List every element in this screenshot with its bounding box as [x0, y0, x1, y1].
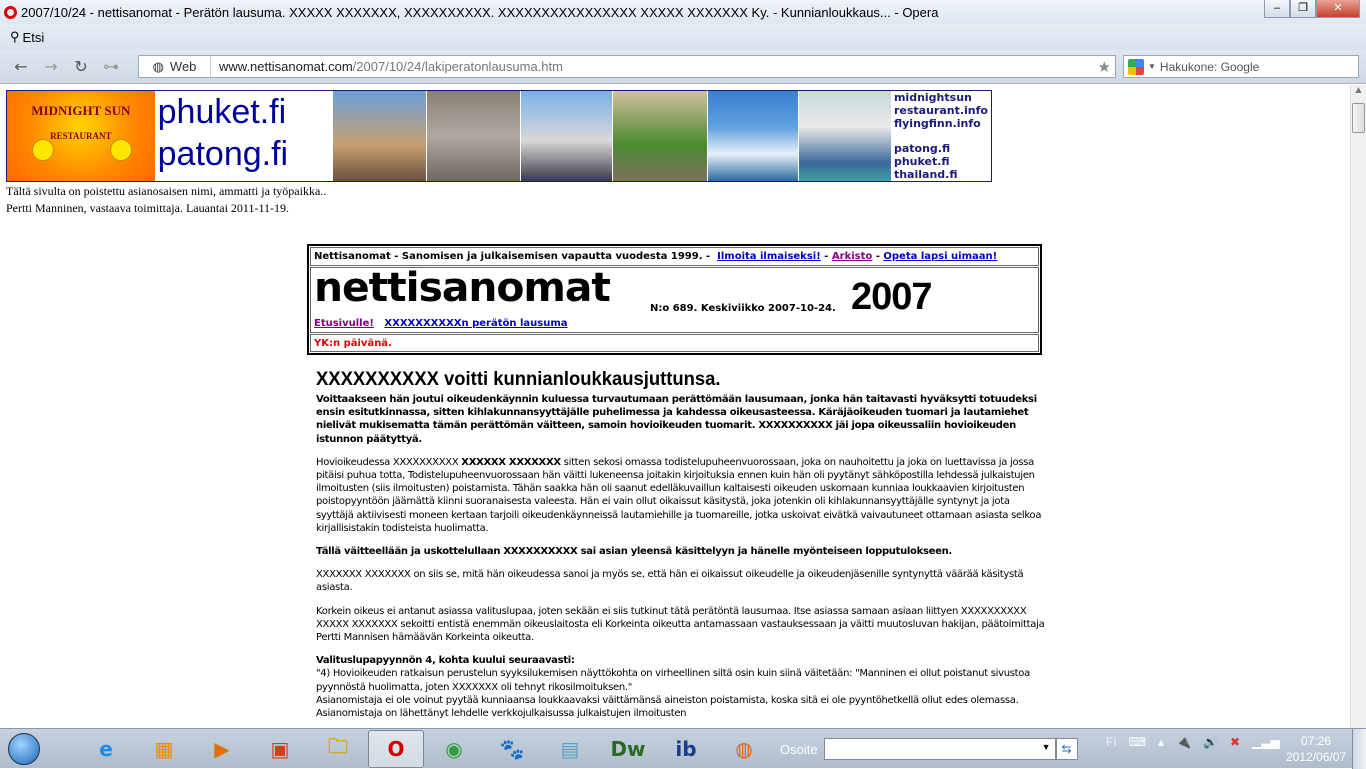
search-engine-input[interactable] [1123, 55, 1359, 78]
show-hidden-icons-icon[interactable]: ▴ [1158, 735, 1165, 749]
minimize-button[interactable]: – [1264, 0, 1290, 18]
masthead: nettisanomat [314, 265, 610, 311]
globe-icon: ◍ [152, 58, 164, 74]
banner-domains [155, 91, 332, 181]
midnight-sun-logo [7, 91, 155, 181]
taskbar-app-gimp[interactable] [484, 730, 540, 768]
taskbar-app-explorer[interactable] [310, 730, 366, 768]
banner-link[interactable]: flyingfinn.info [893, 116, 981, 130]
dropdown-icon[interactable]: ▼ [1041, 742, 1051, 752]
search-icon: ⚲ [10, 29, 20, 44]
article-paragraph: Asianomistaja ei ole voinut pyytää kunniaansa loukkaavaksi väittämänsä aineiston poistamista, koska sitä ei ole pyyntöhetkellä ollut edes olemassa. Asianomistaja on lähettänyt lehdelle verkkojulkaisussa julkaistujen ilmoitusten [316, 694, 1019, 720]
key-icon[interactable]: ⊶ [103, 57, 119, 76]
bold-text: XXXXXX XXXXXXX [461, 456, 561, 468]
link-free-ad[interactable]: Ilmoita ilmaiseksi! [717, 251, 821, 262]
sun-icon [32, 139, 54, 161]
domain-phuket: phuket.fi [157, 93, 287, 131]
gimp-icon: 🐾 [499, 736, 525, 761]
page-content [0, 85, 1350, 728]
banner-link-list [891, 91, 991, 181]
signal-bars-icon[interactable]: ▁▃▅ [1252, 735, 1280, 749]
article-paragraph: Tällä väitteellään ja uskottelullaan XXXXXXXXXX sai asian yleensä käsittelyyn ja hänelle myönteiseen lopputulokseen. [316, 546, 952, 558]
newspaper-header [307, 244, 1042, 355]
tagline: Nettisanomat - Sanomisen ja julkaisemisen vapautta vuodesta 1999. - [314, 251, 711, 262]
address-bar[interactable] [138, 55, 1116, 78]
notice-line: Pertti Manninen, vastaava toimittaja. Lauantai 2011-11-19. [6, 201, 290, 215]
clock-time: 07:26 [1301, 734, 1332, 748]
media-player-icon: ▶ [214, 736, 230, 761]
domain-patong: patong.fi [157, 135, 289, 173]
keyboard-icon[interactable]: ⌨ [1128, 735, 1146, 749]
url-path: /2007/10/24/lakiperatonlausuma.htm [352, 59, 563, 74]
power-plug-icon[interactable]: 🔌 [1176, 735, 1191, 749]
article-title: XXXXXXXXXX voitti kunnianloukkausjuttunsa. [316, 369, 721, 390]
link-article[interactable]: XXXXXXXXXXn perätön lausuma [384, 318, 568, 329]
taskbar [0, 728, 1366, 768]
windows-logo-icon [8, 733, 40, 765]
article-paragraph: Korkein oikeus ei antanut asiassa valituslupaa, joten sekään ei siis tutkinut tätä perätöntä lausumaa. Itse asiassa samaan asiaan liittyen XXXXXXXXXX XXXXX XXXXXXX sekoitti entistä enemmän oikeuslaitosta eli Korkeinta oikeutta antamassaan vastauksessaan ja väitti muutosluvan hakijan, päätoimittaja Pertti Mannisen hämäävän Korkeinta oikeutta. [316, 605, 1045, 644]
photo-restaurant-sign [332, 91, 427, 181]
taskbar-app-ib[interactable] [658, 730, 714, 768]
find-button[interactable]: Etsi [22, 29, 45, 45]
taskbar-app-ie[interactable] [78, 730, 134, 768]
opera-logo-icon [4, 6, 17, 19]
address-label: Osoite [780, 741, 818, 757]
banner-link[interactable]: phuket.fi [893, 154, 950, 168]
taskbar-app-grid-app[interactable] [136, 730, 192, 768]
separator: - [824, 251, 829, 262]
banner-link[interactable]: patong.fi [893, 142, 951, 156]
masthead-row [310, 267, 1039, 333]
red-notice: YK:n päivänä. [310, 334, 1039, 352]
article-subheading: Valituslupapyynnön 4, kohta kuului seuraavasti: [316, 655, 575, 667]
link-archive[interactable]: Arkisto [831, 251, 873, 262]
article [316, 369, 1046, 720]
article-paragraph [316, 456, 1046, 535]
article-paragraph: XXXXXXX XXXXXXX on siis se, mitä hän oikeudessa sanoi ja myös se, että hän ei oikaissut oikeudelle ja oikeudenjäsenille syntynyttä väärää käsitystä asiasta. [316, 569, 1024, 594]
link-home[interactable]: Etusivulle! [314, 318, 374, 329]
link-teach-swim[interactable]: Opeta lapsi uimaan! [883, 251, 998, 262]
bookmark-star-icon[interactable]: ★ [1097, 58, 1111, 76]
clock-date: 2012/06/07 [1286, 750, 1347, 764]
taskbar-app-opera[interactable] [368, 730, 424, 768]
ie-icon: e [99, 736, 113, 761]
language-indicator[interactable]: FI [1106, 735, 1117, 749]
ad-banner[interactable] [6, 90, 992, 182]
url-text[interactable] [211, 59, 563, 74]
find-bar [0, 24, 1366, 50]
notice-line: Tältä sivulta on poistettu asianosaisen nimi, ammatti ja työpaikka.. [6, 184, 327, 198]
text: Hovioikeudessa XXXXXXXXXX [316, 456, 462, 468]
go-icon[interactable]: ⇆ [1056, 738, 1078, 760]
logo-title: MIDNIGHT SUN [31, 103, 131, 118]
banner-link[interactable]: midnightsun [893, 91, 972, 104]
separator: - [875, 251, 880, 262]
taskbar-app-firefox[interactable] [716, 730, 772, 768]
system-tray [1106, 735, 1280, 749]
address-input[interactable] [824, 738, 1056, 760]
opera-icon: O [387, 736, 405, 761]
grid-app-icon: ▦ [154, 736, 174, 761]
dreamweaver-icon: Dw [610, 736, 646, 761]
reload-icon[interactable]: ↻ [74, 57, 88, 76]
taskbar-app-dreamweaver[interactable] [600, 730, 656, 768]
banner-link[interactable]: thailand.fi [893, 167, 958, 181]
photo-hotel [798, 91, 891, 181]
logo-sub: RESTAURANT [50, 131, 112, 141]
volume-icon[interactable]: 🔊 [1202, 735, 1218, 749]
text: sitten sekosi omassa todistelupuheenvuorossaan, joka on nauhoitettu ja joka on luettavissa ja jossa pitäisi puhua totta, Todistelupuheenvuorossaan hän väitti lukeneensa joitakin kirjoituksia ennen kuin hän oli pyytänyt sähköpostilla lehdessä julkaistujen ilmoitusten (siis ilmoitusten) poistamista. Tähän saakka hän oli saanut edelläkuvaillun kaltaisesti oikeuden uskomaan kunniaa loukkaavien kirjoitusten poistopyyntöön jäämättä kiinni suoranaisesta valeesta. Hän ei vain ollut oikaissut käsitystä, joka jotenkin oli kihlakunnansyyttäjälle syntynyt ja jota syyttäjä aktiivisesti moneen kertaan tarjoili oikeudenkäynneissä lautamiehille ja tuomareille, jotka uskoivat eivätkä vaivautuneet ottamaan asiasta selkoa kirjallisistakin todisteista huolimatta. [316, 456, 1042, 534]
show-desktop-button[interactable] [1352, 729, 1366, 769]
issue-info: N:o 689. Keskiviikko 2007-10-24. [650, 303, 836, 314]
start-button[interactable] [0, 729, 48, 769]
clock[interactable] [1286, 733, 1346, 765]
removal-notice [6, 183, 326, 217]
back-arrow-icon[interactable]: ← [14, 57, 28, 76]
window-title: 2007/10/24 - nettisanomat - Perätön lausuma. XXXXX XXXXXXX, XXXXXXXXXX. XXXXXXXXXXXXXXXX XXXXX XXXXXXX Ky. - Kunnianloukkaus... - Opera [21, 4, 939, 20]
maximize-button[interactable]: ❐ [1290, 0, 1316, 18]
taskbar-app-media-player[interactable] [194, 730, 250, 768]
year: 2007 [851, 276, 932, 318]
dropdown-icon[interactable]: ▼ [1148, 62, 1156, 71]
article-lead: Voittaakseen hän joutui oikeudenkäynnin kuluessa turvautumaan perättömään lausumaan, jonka hän taitavasti hyväksytti totuudeksi ensin esitutkinnassa, sitten kihlakunnansyyttäjälle puhelimessa ja kahdessa oikeusasteessa. Käräjäoikeuden tuomari ja lautamiehet nielivät mukisematta tämän perättömän väitteen, samoin hovioikeuden tuomarit. XXXXXXXXXX jäi jopa oikeussaliin hovioikeuden istunnon päätyttyä. [316, 394, 1037, 445]
vertical-scrollbar[interactable] [1350, 85, 1366, 728]
photo-motorbike [612, 91, 707, 181]
navigation-bar [0, 50, 1366, 84]
address-toolbar [780, 738, 1078, 760]
photo-boat [707, 91, 799, 181]
firefox-icon: ◍ [735, 736, 753, 761]
web-label: Web [169, 59, 197, 74]
chrome-icon: ◉ [445, 736, 463, 761]
photo-bathroom [426, 91, 520, 181]
notepad-icon: ▤ [560, 736, 580, 761]
banner-link[interactable]: restaurant.info [893, 103, 988, 117]
google-icon [1128, 59, 1144, 75]
ib-icon: ib [675, 736, 697, 761]
explorer-icon: 🗀 [328, 733, 348, 758]
sun-icon [110, 139, 132, 161]
taskbar-app-chrome[interactable] [426, 730, 482, 768]
network-error-icon[interactable]: ✖ [1229, 735, 1240, 749]
close-button[interactable]: ✕ [1316, 0, 1360, 18]
control-panel-icon: ▣ [270, 736, 290, 761]
web-badge[interactable] [139, 56, 211, 77]
article-quote: "4) Hovioikeuden ratkaisun perustelun syyksilukemisen näyttökohta on virheellinen siltä osin kuin siinä väitetään: "Manninen ei ollut poistanut sivustoa pyynnöstä huolimatta, joten XXXXXXX oli tehnyt rikosilmoituksen." [316, 668, 1030, 693]
scroll-up-icon[interactable]: ▲ [1355, 85, 1362, 94]
window-titlebar [0, 0, 1366, 24]
scrollbar-thumb[interactable] [1352, 103, 1365, 133]
search-placeholder: Hakukone: Google [1159, 59, 1260, 74]
taskbar-app-notepad[interactable] [542, 730, 598, 768]
url-domain: www.nettisanomat.com [219, 59, 353, 74]
forward-arrow-icon[interactable]: → [44, 57, 58, 76]
tagline-row [310, 247, 1039, 266]
taskbar-app-control-panel[interactable] [252, 730, 308, 768]
photo-building [520, 91, 613, 181]
